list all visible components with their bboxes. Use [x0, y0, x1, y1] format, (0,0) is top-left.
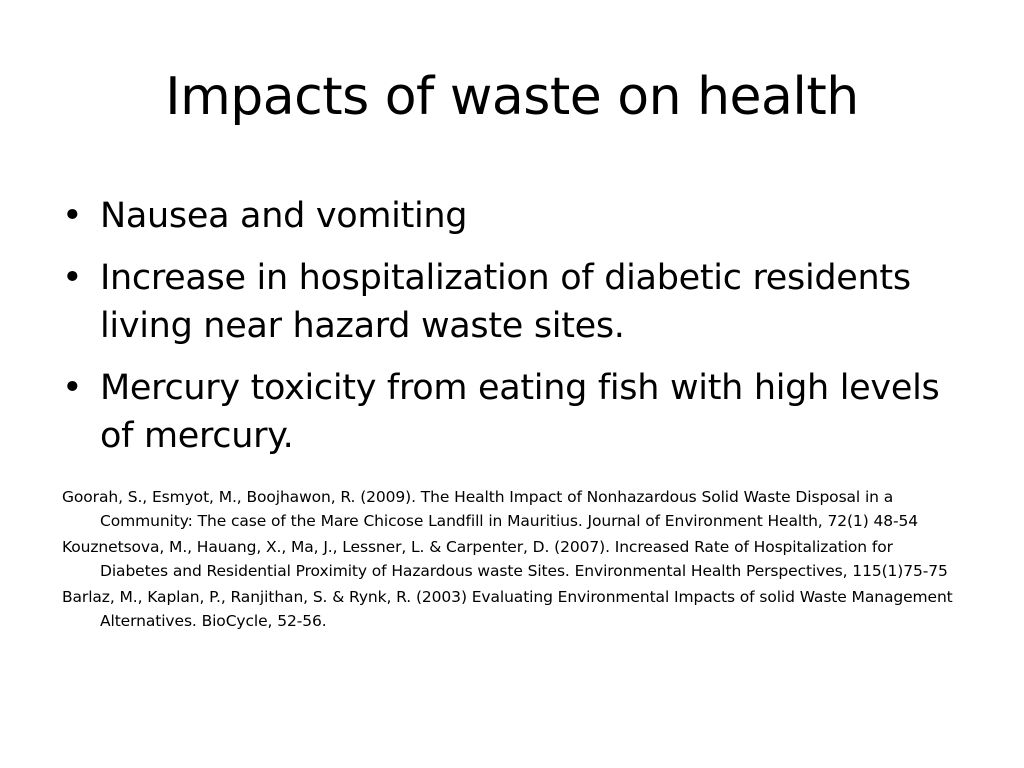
bullet-item-hospitalization: [58, 254, 958, 350]
bullet-text: Increase in hospitalization of diabetic residents living near hazard waste sites.: [100, 258, 911, 346]
bullet-dot-icon: •: [62, 196, 83, 236]
references: [62, 486, 957, 636]
bullet-list: [58, 192, 958, 474]
bullet-item-nausea: [58, 192, 958, 240]
bullet-item-mercury: [58, 364, 958, 460]
bullet-dot-icon: •: [62, 258, 83, 298]
reference-barlaz: Barlaz, M., Kaplan, P., Ranjithan, S. & Rynk, R. (2003) Evaluating Environmental Impacts of solid Waste Management Alternatives. BioCycle, 52-56.: [62, 588, 953, 630]
bullet-text: Mercury toxicity from eating fish with high levels of mercury.: [100, 368, 940, 456]
reference-kouznetsova: Kouznetsova, M., Hauang, X., Ma, J., Lessner, L. & Carpenter, D. (2007). Increased Rate of Hospitalization for Diabetes and Residential Proximity of Hazardous waste Sites. Environmental Health Perspectives, 115(1)75-75: [62, 538, 948, 580]
reference-goorah: Goorah, S., Esmyot, M., Boojhawon, R. (2009). The Health Impact of Nonhazardous Solid Waste Disposal in a Community: The case of the Mare Chicose Landfill in Mauritius. Journal of Environment Health, 72(1) 48-54: [62, 488, 919, 530]
slide-title: Impacts of waste on health: [165, 67, 859, 127]
bullet-dot-icon: •: [62, 368, 83, 408]
bullet-text: Nausea and vomiting: [100, 196, 468, 236]
